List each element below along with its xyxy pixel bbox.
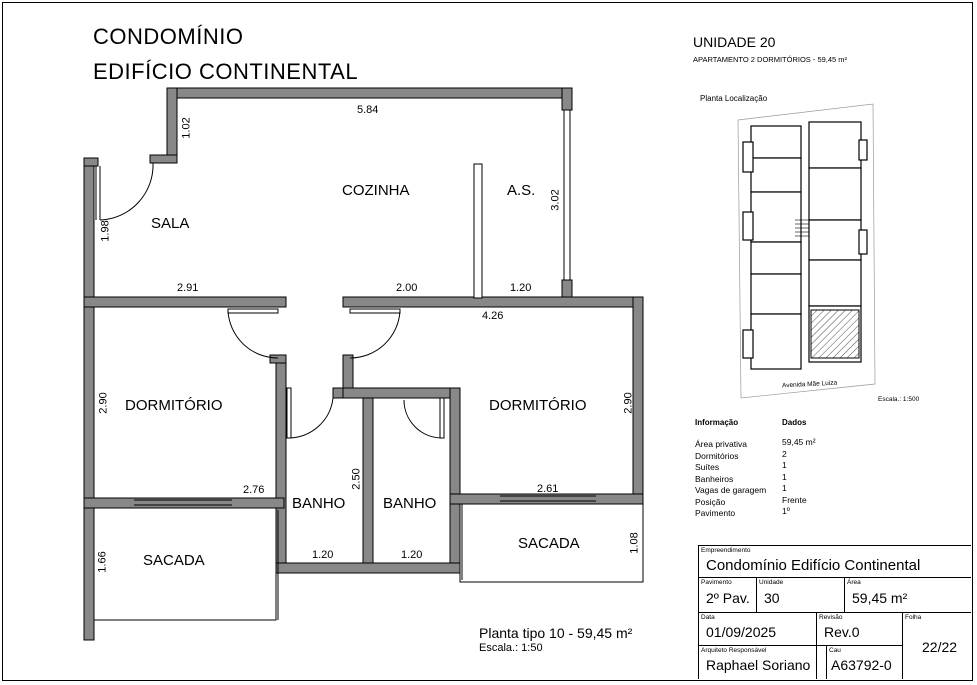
info-label: Pavimento [695, 508, 736, 518]
arquiteto-label: Arquiteto Responsável [701, 647, 767, 654]
unidade-value: 30 [764, 590, 780, 606]
info-label: Área privativa [695, 439, 747, 449]
info-value: 1 [782, 460, 787, 470]
room-as: A.S. [507, 182, 536, 199]
pavimento-value: 2º Pav. [706, 590, 750, 606]
arquiteto-value: Raphael Soriano [706, 657, 811, 673]
info-label: Suítes [695, 462, 720, 472]
edificio-title: EDIFÍCIO CONTINENTAL [93, 59, 359, 84]
info-value: 59,45 m² [782, 437, 816, 447]
info-label: Banheiros [695, 473, 734, 484]
location-scale: Escala.: 1:500 [878, 396, 920, 403]
room-dormitorio-left: DORMITÓRIO [125, 397, 223, 414]
dim-vertical: 1.66 [96, 551, 109, 573]
location-plan-label: Planta Localização [700, 94, 768, 103]
cau-value: A63792-0 [831, 657, 892, 673]
info-value: 2 [782, 448, 787, 459]
dim-vertical: 1.02 [180, 117, 193, 139]
room-banho-left: BANHO [292, 495, 346, 512]
area-value: 59,45 m² [852, 590, 908, 606]
info-header: Informação [695, 418, 739, 427]
dim-horizontal: 2.76 [243, 484, 265, 496]
info-label: Dormitórios [695, 450, 739, 461]
unit-subtitle: APARTAMENTO 2 DORMITÓRIOS - 59,45 m² [693, 55, 848, 64]
dim-vertical: 1.98 [99, 220, 112, 242]
info-value: 1 [782, 483, 787, 493]
room-sacada-left: SACADA [143, 552, 205, 569]
dim-horizontal: 4.26 [482, 310, 504, 322]
dim-top: 5.84 [357, 104, 379, 116]
plan-caption-title: Planta tipo 10 - 59,45 m² [479, 625, 633, 641]
room-banho-right: BANHO [383, 495, 437, 512]
revisao-value: Rev.0 [824, 624, 860, 640]
folha-value: 22/22 [922, 639, 958, 655]
info-label: Posição [695, 496, 726, 507]
dim-horizontal: 1.20 [312, 549, 334, 561]
empreendimento-label: Empreendimento [701, 547, 751, 554]
dim-vertical: 3.02 [549, 189, 562, 211]
dim-vertical: 2.50 [350, 468, 363, 490]
plan-caption-scale: Escala.: 1:50 [479, 642, 543, 654]
dim-horizontal: 1.20 [510, 282, 532, 294]
room-sala: SALA [151, 215, 190, 232]
revisao-label: Revisão [819, 614, 843, 621]
cau-label: Cau [829, 647, 841, 654]
info-value: 1º [782, 506, 790, 516]
dim-horizontal: 1.20 [401, 549, 423, 561]
unidade-label: Unidade [759, 579, 784, 586]
info-value: 1 [782, 471, 787, 482]
info-label: Vagas de garagem [695, 485, 767, 495]
condominio-title: CONDOMÍNIO [93, 24, 244, 49]
empreendimento-value: Condomínio Edifício Continental [706, 557, 921, 574]
data-label: Data [701, 614, 715, 621]
folha-label: Folha [905, 614, 922, 621]
dim-horizontal: 2.91 [177, 282, 199, 294]
room-sacada-right: SACADA [518, 535, 580, 552]
area-label: Área [847, 579, 861, 586]
unit-title: UNIDADE 20 [693, 34, 776, 50]
room-cozinha: COZINHA [342, 182, 410, 199]
dim-vertical: 2.90 [97, 392, 110, 414]
dim-horizontal: 2.00 [396, 282, 418, 294]
dim-vertical: 1.08 [628, 532, 641, 554]
dim-vertical: 2.90 [622, 392, 635, 414]
data-value: 01/09/2025 [706, 624, 777, 640]
street-label: Avenida Mãe Luiza [781, 379, 838, 390]
data-header: Dados [782, 418, 807, 427]
info-value: Frente [782, 494, 807, 505]
pavimento-label: Pavimento [701, 579, 732, 586]
dim-horizontal: 2.61 [537, 483, 559, 495]
room-dormitorio-right: DORMITÓRIO [489, 397, 587, 414]
